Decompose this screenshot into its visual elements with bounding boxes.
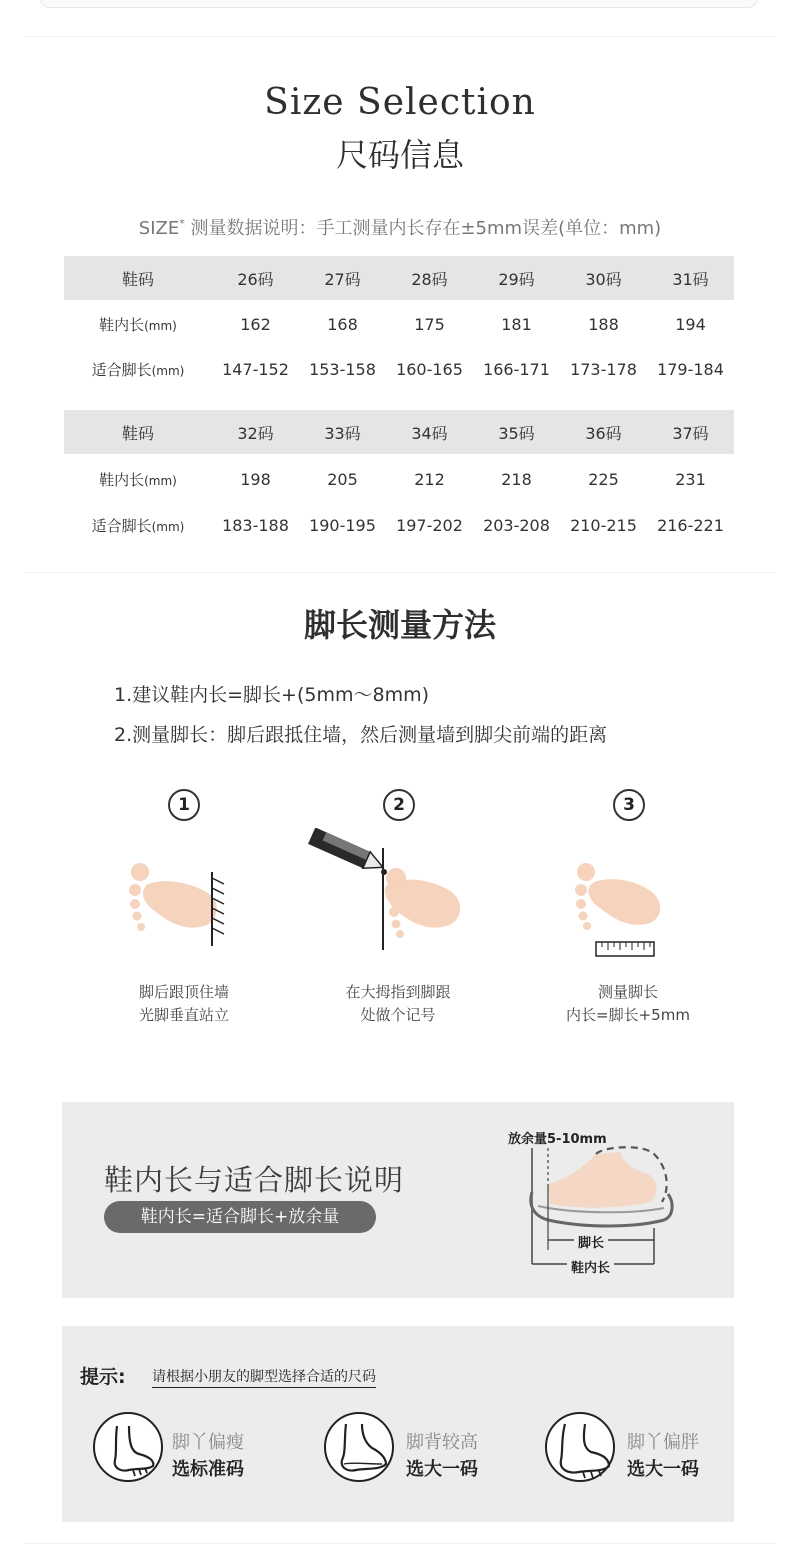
- section-divider: [24, 572, 776, 573]
- note-size: SIZE: [138, 218, 180, 239]
- tip-2-line-2: 选大一码: [406, 1459, 478, 1480]
- tips-text: 请根据小朋友的脚型选择合适的尺码: [152, 1366, 376, 1388]
- shoe-diagram-illustration: [524, 1140, 676, 1274]
- explain-title: 鞋内长与适合脚长说明: [104, 1163, 405, 1197]
- tip-1-line-2: 选标准码: [172, 1459, 244, 1480]
- tip-1-line-1: 脚丫偏瘦: [172, 1432, 244, 1453]
- high-instep-foot-icon: [324, 1412, 394, 1482]
- step-number-1: 1: [168, 789, 200, 821]
- step-number-2: 2: [383, 789, 415, 821]
- size-cell: 33码: [299, 410, 386, 454]
- size-cell: 26码: [212, 256, 299, 300]
- unit: (mm): [151, 363, 185, 378]
- row-label-inner: [64, 454, 212, 504]
- size-cell: 28码: [386, 256, 473, 300]
- fit-label: 适合脚长: [91, 360, 152, 379]
- tip-2-line-1: 脚背较高: [406, 1432, 478, 1453]
- table-cell: 173-178: [570, 359, 637, 379]
- size-table-1: [64, 256, 734, 390]
- step-caption-1: [84, 981, 284, 1027]
- tips-title: 提示:: [80, 1366, 126, 1388]
- table-cell: 166-171: [483, 359, 550, 379]
- table-row: [64, 454, 734, 504]
- tip-3-line-1: 脚丫偏胖: [627, 1432, 699, 1453]
- method-title: 脚长测量方法: [303, 606, 496, 644]
- method-line-1: 1.建议鞋内长=脚长+(5mm～8mm): [114, 684, 430, 706]
- header-label: 鞋码: [64, 410, 212, 454]
- caption-line: 测量脚长: [597, 983, 658, 1001]
- step-caption-3: [528, 981, 728, 1027]
- table-cell: 231: [675, 469, 706, 489]
- row-label-fit: [64, 348, 212, 390]
- size-cell: 32码: [212, 410, 299, 454]
- allowance-label: 放余量5-10mm: [508, 1132, 607, 1147]
- size-cell: 29码: [473, 256, 560, 300]
- step-caption-2: [298, 981, 498, 1027]
- caption-line: 脚后跟顶住墙: [138, 983, 229, 1001]
- table-cell: 190-195: [309, 515, 376, 535]
- explain-formula-pill: 鞋内长=适合脚长+放余量: [104, 1201, 376, 1233]
- note-star: *: [179, 217, 185, 230]
- size-table-2: [64, 410, 734, 546]
- tip-3-line-2: 选大一码: [627, 1459, 699, 1480]
- unit: (mm): [151, 519, 185, 534]
- inner-label: 鞋内长: [99, 315, 145, 334]
- table-cell: 225: [588, 469, 619, 489]
- title-chinese: 尺码信息: [335, 136, 464, 174]
- pencil-foot-illustration: [306, 828, 476, 954]
- inner-label: 鞋内长: [99, 470, 145, 489]
- table-cell: 212: [414, 469, 445, 489]
- table-cell: 198: [240, 469, 271, 489]
- step-number-3: 3: [613, 789, 645, 821]
- table-cell: 194: [675, 314, 706, 334]
- table-cell: 153-158: [309, 359, 376, 379]
- size-cell: 31码: [647, 256, 734, 300]
- table-cell: 183-188: [222, 515, 289, 535]
- foot-length-label: 脚长: [574, 1232, 608, 1251]
- size-cell: 35码: [473, 410, 560, 454]
- table-cell: 210-215: [570, 515, 637, 535]
- row-label-inner: [64, 300, 212, 348]
- size-cell: 34码: [386, 410, 473, 454]
- size-cell: 37码: [647, 410, 734, 454]
- section-divider: [24, 36, 776, 37]
- table-cell: 147-152: [222, 359, 289, 379]
- size-cell: 27码: [299, 256, 386, 300]
- table-header-row: [64, 256, 734, 300]
- table-cell: 218: [501, 469, 532, 489]
- wide-foot-icon: [545, 1412, 615, 1482]
- unit: (mm): [144, 473, 177, 488]
- table-cell: 162: [240, 314, 271, 334]
- caption-line: 在大拇指到脚跟: [345, 983, 451, 1001]
- table-cell: 203-208: [483, 515, 550, 535]
- table-cell: 175: [414, 314, 445, 334]
- title-english: Size Selection: [264, 82, 536, 123]
- table-row: [64, 300, 734, 348]
- inner-length-label: 鞋内长: [567, 1257, 614, 1276]
- top-card-edge: [40, 0, 758, 8]
- table-cell: 205: [327, 469, 358, 489]
- tips-panel: [62, 1326, 734, 1522]
- size-cell: 36码: [560, 410, 647, 454]
- slim-foot-icon: [93, 1412, 163, 1482]
- unit: (mm): [144, 318, 177, 333]
- table-cell: 160-165: [396, 359, 463, 379]
- row-label-fit: [64, 504, 212, 546]
- foot-wall-illustration: [118, 850, 238, 950]
- table-row: [64, 504, 734, 546]
- table-cell: 181: [501, 314, 532, 334]
- fit-label: 适合脚长: [91, 516, 152, 535]
- table-cell: 168: [327, 314, 358, 334]
- table-cell: 216-221: [657, 515, 724, 535]
- caption-line: 处做个记号: [360, 1006, 436, 1024]
- foot-ruler-illustration: [568, 852, 668, 962]
- note-text: 测量数据说明：手工测量内长存在±5mm误差(单位：mm): [184, 218, 662, 239]
- table-cell: 179-184: [657, 359, 724, 379]
- caption-line: 光脚垂直站立: [138, 1006, 229, 1024]
- table-header-row: [64, 410, 734, 454]
- table-cell: 197-202: [396, 515, 463, 535]
- header-label: 鞋码: [64, 256, 212, 300]
- caption-line: 内长=脚长+5mm: [566, 1006, 690, 1024]
- table-row: [64, 348, 734, 390]
- measurement-note: [0, 214, 800, 240]
- size-cell: 30码: [560, 256, 647, 300]
- table-cell: 188: [588, 314, 619, 334]
- method-line-2: 2.测量脚长：脚后跟抵住墙，然后测量墙到脚尖前端的距离: [114, 724, 608, 746]
- section-divider: [24, 1543, 776, 1544]
